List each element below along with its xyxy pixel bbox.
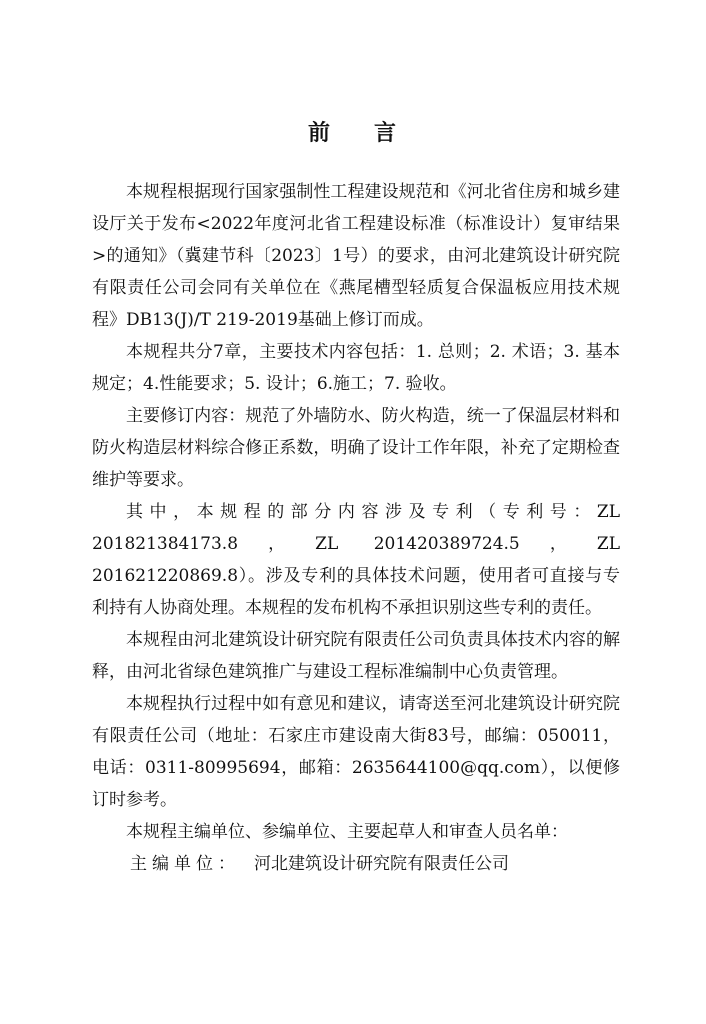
chief-unit-line	[92, 848, 620, 880]
chief-unit-name: 河北建筑设计研究院有限责任公司	[254, 854, 509, 874]
paragraph-basis: 本规程根据现行国家强制性工程建设规范和《河北省住房和城乡建设厅关于发布<2022年度河北省工程建设标准（标准设计）复审结果>的通知》（冀建节科〔2023〕1号）的要求，由河北建筑设计研究院有限责任公司会同有关单位在《燕尾槽型轻质复合保温板应用技术规程》DB13(J)/T 219-2019基础上修订而成。	[92, 182, 620, 330]
chief-unit-label: 主编单位：	[130, 854, 240, 874]
title-char-2: 言	[374, 120, 399, 146]
preface-body	[92, 176, 620, 880]
paragraph-interpretation: 本规程由河北建筑设计研究院有限责任公司负责具体技术内容的解释，由河北省绿色建筑推广与建设工程标准编制中心负责管理。	[92, 630, 620, 682]
page-title	[0, 116, 706, 147]
paragraph-feedback: 本规程执行过程中如有意见和建议，请寄送至河北建筑设计研究院有限责任公司（地址：石家庄市建设南大街83号，邮编：050011，电话：0311-80995694，邮箱：2635644100@qq.com），以便修订时参考。	[92, 694, 620, 810]
title-char-1: 前	[307, 120, 332, 146]
paragraph-units-intro: 本规程主编单位、参编单位、主要起草人和审查人员名单：	[126, 822, 568, 842]
paragraph-revisions: 主要修订内容：规范了外墙防水、防火构造，统一了保温层材料和防火构造层材料综合修正系数，明确了设计工作年限，补充了定期检查维护等要求。	[92, 406, 620, 490]
paragraph-patents: 其中，本规程的部分内容涉及专利（专利号：ZL 201821384173.8，ZL 201420389724.5，ZL 201621220869.8）。涉及专利的具体技术问题，使用者可直接与专利持有人协商处理。本规程的发布机构不承担识别这些专利的责任。	[92, 502, 620, 618]
paragraph-chapters: 本规程共分7章，主要技术内容包括：1. 总则；2. 术语；3. 基本规定；4.性能要求；5. 设计；6.施工；7. 验收。	[92, 342, 620, 394]
